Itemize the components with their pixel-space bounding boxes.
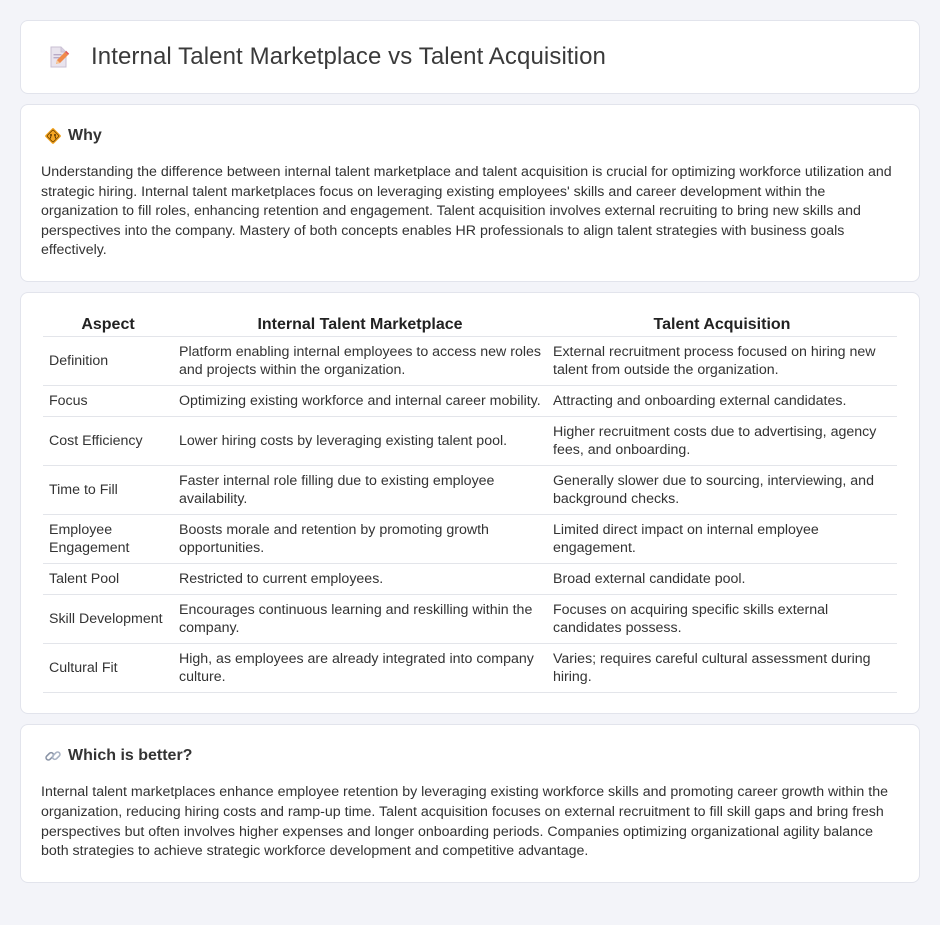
page-title: Internal Talent Marketplace vs Talent Acquisition (91, 43, 606, 70)
comparison-table-card (20, 292, 920, 715)
table-row (43, 515, 897, 564)
link-icon (43, 747, 63, 765)
header-internal-talent-marketplace: Internal Talent Marketplace (257, 315, 463, 333)
table-row (43, 417, 897, 466)
row-aspect: Talent Pool (43, 564, 173, 595)
table-row (43, 337, 897, 386)
header-talent-acquisition: Talent Acquisition (653, 315, 791, 333)
row-internal: Faster internal role filling due to existing employee availability. (173, 466, 547, 515)
row-internal: Optimizing existing workforce and internal career mobility. (173, 386, 547, 417)
row-aspect: Cultural Fit (43, 644, 173, 693)
why-section (20, 104, 920, 282)
table-header-row (43, 315, 897, 337)
why-heading: Why (68, 127, 102, 144)
row-aspect: Focus (43, 386, 173, 417)
table-row (43, 466, 897, 515)
row-acquisition: Focuses on acquiring specific skills external candidates possess. (547, 595, 897, 644)
row-aspect: Time to Fill (43, 466, 173, 515)
row-aspect: Skill Development (43, 595, 173, 644)
row-acquisition: External recruitment process focused on hiring new talent from outside the organization. (547, 337, 897, 386)
row-acquisition: Generally slower due to sourcing, interviewing, and background checks. (547, 466, 897, 515)
row-internal: Lower hiring costs by leveraging existing talent pool. (173, 417, 547, 466)
better-heading-row (43, 747, 899, 765)
row-aspect: Definition (43, 337, 173, 386)
row-aspect: Employee Engagement (43, 515, 173, 564)
row-acquisition: Attracting and onboarding external candidates. (547, 386, 897, 417)
row-acquisition: Broad external candidate pool. (547, 564, 897, 595)
table-row (43, 644, 897, 693)
header-aspect: Aspect (81, 315, 135, 333)
document-pencil-icon (47, 45, 71, 69)
row-internal: High, as employees are already integrated into company culture. (173, 644, 547, 693)
better-heading: Which is better? (68, 747, 193, 765)
which-is-better-section (20, 724, 920, 882)
row-internal: Restricted to current employees. (173, 564, 547, 595)
table-row (43, 386, 897, 417)
table-row (43, 564, 897, 595)
comparison-table (43, 315, 897, 694)
row-internal: Platform enabling internal employees to access new roles and projects within the organization. (173, 337, 547, 386)
row-aspect: Cost Efficiency (43, 417, 173, 466)
row-acquisition: Higher recruitment costs due to advertising, agency fees, and onboarding. (547, 417, 897, 466)
row-internal: Encourages continuous learning and reskilling within the company. (173, 595, 547, 644)
header-card (20, 20, 920, 94)
road-sign-icon (43, 127, 63, 145)
better-text: Internal talent marketplaces enhance employee retention by leveraging existing workforce skills and promoting career growth within the organization, reducing hiring costs and ramp-up time. Talent acquisition focuses on external recruitment to fill skill gaps and bring fresh perspectives but often involves higher expenses and longer onboarding periods. Companies optimizing organizational agility balance both strategies to achieve strategic workforce development and competitive advantage. (41, 784, 888, 860)
why-text: Understanding the difference between internal talent marketplace and talent acquisition is crucial for optimizing workforce utilization and strategic hiring. Internal talent marketplaces focus on leveraging existing employees' skills and career development within the organization to fill roles, enhancing retention and engagement. Talent acquisition involves external recruiting to bring new skills and perspectives into the company. Mastery of both concepts enables HR professionals to align talent strategies with business goals effectively. (41, 164, 892, 259)
table-row (43, 595, 897, 644)
row-acquisition: Varies; requires careful cultural assessment during hiring. (547, 644, 897, 693)
row-acquisition: Limited direct impact on internal employee engagement. (547, 515, 897, 564)
row-internal: Boosts morale and retention by promoting growth opportunities. (173, 515, 547, 564)
why-heading-row (43, 127, 899, 145)
